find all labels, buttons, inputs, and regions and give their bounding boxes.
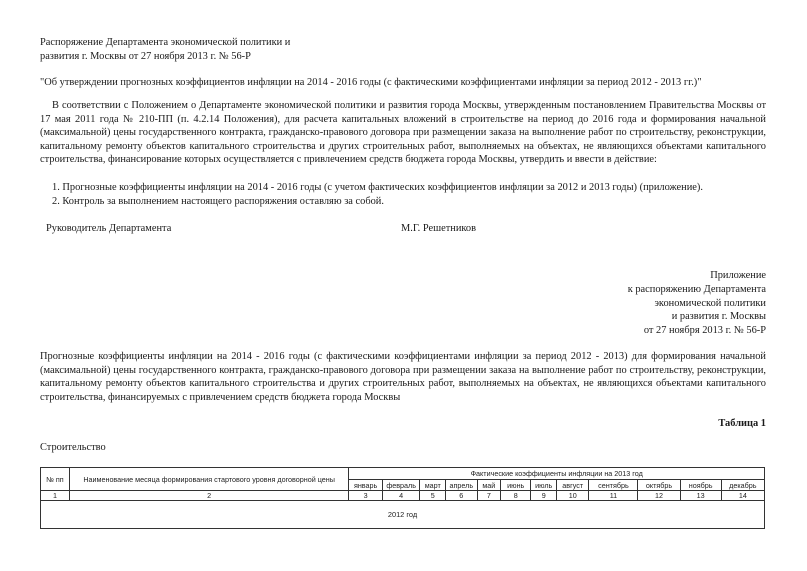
column-number: 4	[382, 491, 420, 501]
appendix-line: и развития г. Москвы	[671, 311, 766, 323]
body-text: В соответствии с Положением о Департаменте экономической политики и развития города Москвы, утвержденным постановлением Правительства Москвы от 17 мая 2011 года № 210-ПП (п. 4.2.14 Положения), для расчета капитальных вложений в строительстве на период до 2016 года и формирования начальной (максимальной) цены государственного контракта, гражданско-правового договора при размещении заказа на выполнение работ по строительству, реконструкции, капитальному ремонту объектов капитального строительства и других строительных работ, выполняемых на объектах, не являющихся объектами капитального строительства, финансирование которых осуществляется с привлечением средств бюджета города Москвы, утвердить и ввести в действие:	[40, 100, 766, 166]
appendix-block	[628, 269, 766, 338]
appendix-description: Прогнозные коэффициенты инфляции на 2014 - 2016 годы (с фактическими коэффициентами инфляции за период 2012 - 2013) для формирования начальной (максимальной) цены государственного контракта, гражданско-правового договора при размещении заказа на выполнение работ по строительству, реконструкции, капитальному ремонту объектов капитального строительства и других строительных работ, выполняемых на объектах, не являющихся объектами капитального строительства, финансируемых с привлечением средств бюджета города Москвы	[40, 351, 766, 403]
column-number: 12	[638, 491, 680, 501]
col-header-group: Фактические коэффициенты инфляции на 2013 год	[349, 468, 765, 480]
col-header-number: № пп	[41, 468, 70, 491]
month-header: февраль	[382, 480, 420, 491]
inflation-table	[40, 467, 765, 529]
month-header: июнь	[501, 480, 531, 491]
document-header	[40, 36, 290, 64]
appendix-line: Приложение	[710, 270, 766, 281]
document-body	[40, 99, 766, 167]
month-header: март	[420, 480, 446, 491]
month-header: сентябрь	[589, 480, 638, 491]
signature-name: М.Г. Решетников	[401, 223, 477, 234]
year-row: 2012 год	[41, 501, 765, 529]
col-header-name: Наименование месяца формирования стартового уровня договорной цены	[69, 468, 348, 491]
column-number: 5	[420, 491, 446, 501]
appendix-line: к распоряжению Департамента	[627, 283, 766, 295]
column-number: 3	[349, 491, 382, 501]
month-header: январь	[349, 480, 382, 491]
column-number: 1	[41, 491, 70, 501]
column-number: 6	[446, 491, 478, 501]
month-header: июль	[531, 480, 557, 491]
column-number: 10	[557, 491, 589, 501]
appendix-line: экономической политики	[654, 297, 766, 309]
appendix-line: от 27 ноября 2013 г. № 56-Р	[643, 325, 766, 337]
column-number: 11	[589, 491, 638, 501]
header-line-1: Распоряжение Департамента экономической политики и	[40, 37, 291, 48]
header-line-2: развития г. Москвы от 27 ноября 2013 г. № 56-Р	[40, 51, 251, 62]
month-header: декабрь	[721, 480, 764, 491]
section-title: Строительство	[40, 442, 106, 453]
month-header: май	[477, 480, 500, 491]
column-number: 2	[69, 491, 348, 501]
month-header: апрель	[446, 480, 478, 491]
column-number: 7	[477, 491, 500, 501]
list-item: 1. Прогнозные коэффициенты инфляции на 2014 - 2016 годы (с учетом фактических коэффициентов инфляции за 2012 и 2013 годы) (приложение).	[52, 182, 703, 193]
document-title: "Об утверждении прогнозных коэффициентов инфляции на 2014 - 2016 годы (с фактическими коэффициентами инфляции за период 2012 - 2013 гг.)"	[40, 77, 702, 88]
column-number: 14	[721, 491, 764, 501]
month-header: август	[557, 480, 589, 491]
month-header: октябрь	[638, 480, 680, 491]
column-number: 9	[531, 491, 557, 501]
column-number: 8	[501, 491, 531, 501]
table-label: Таблица 1	[718, 418, 766, 429]
month-header: ноябрь	[680, 480, 721, 491]
column-number: 13	[680, 491, 721, 501]
signature-position: Руководитель Департамента	[46, 223, 172, 234]
list-item: 2. Контроль за выполнением настоящего распоряжения оставляю за собой.	[52, 196, 384, 207]
